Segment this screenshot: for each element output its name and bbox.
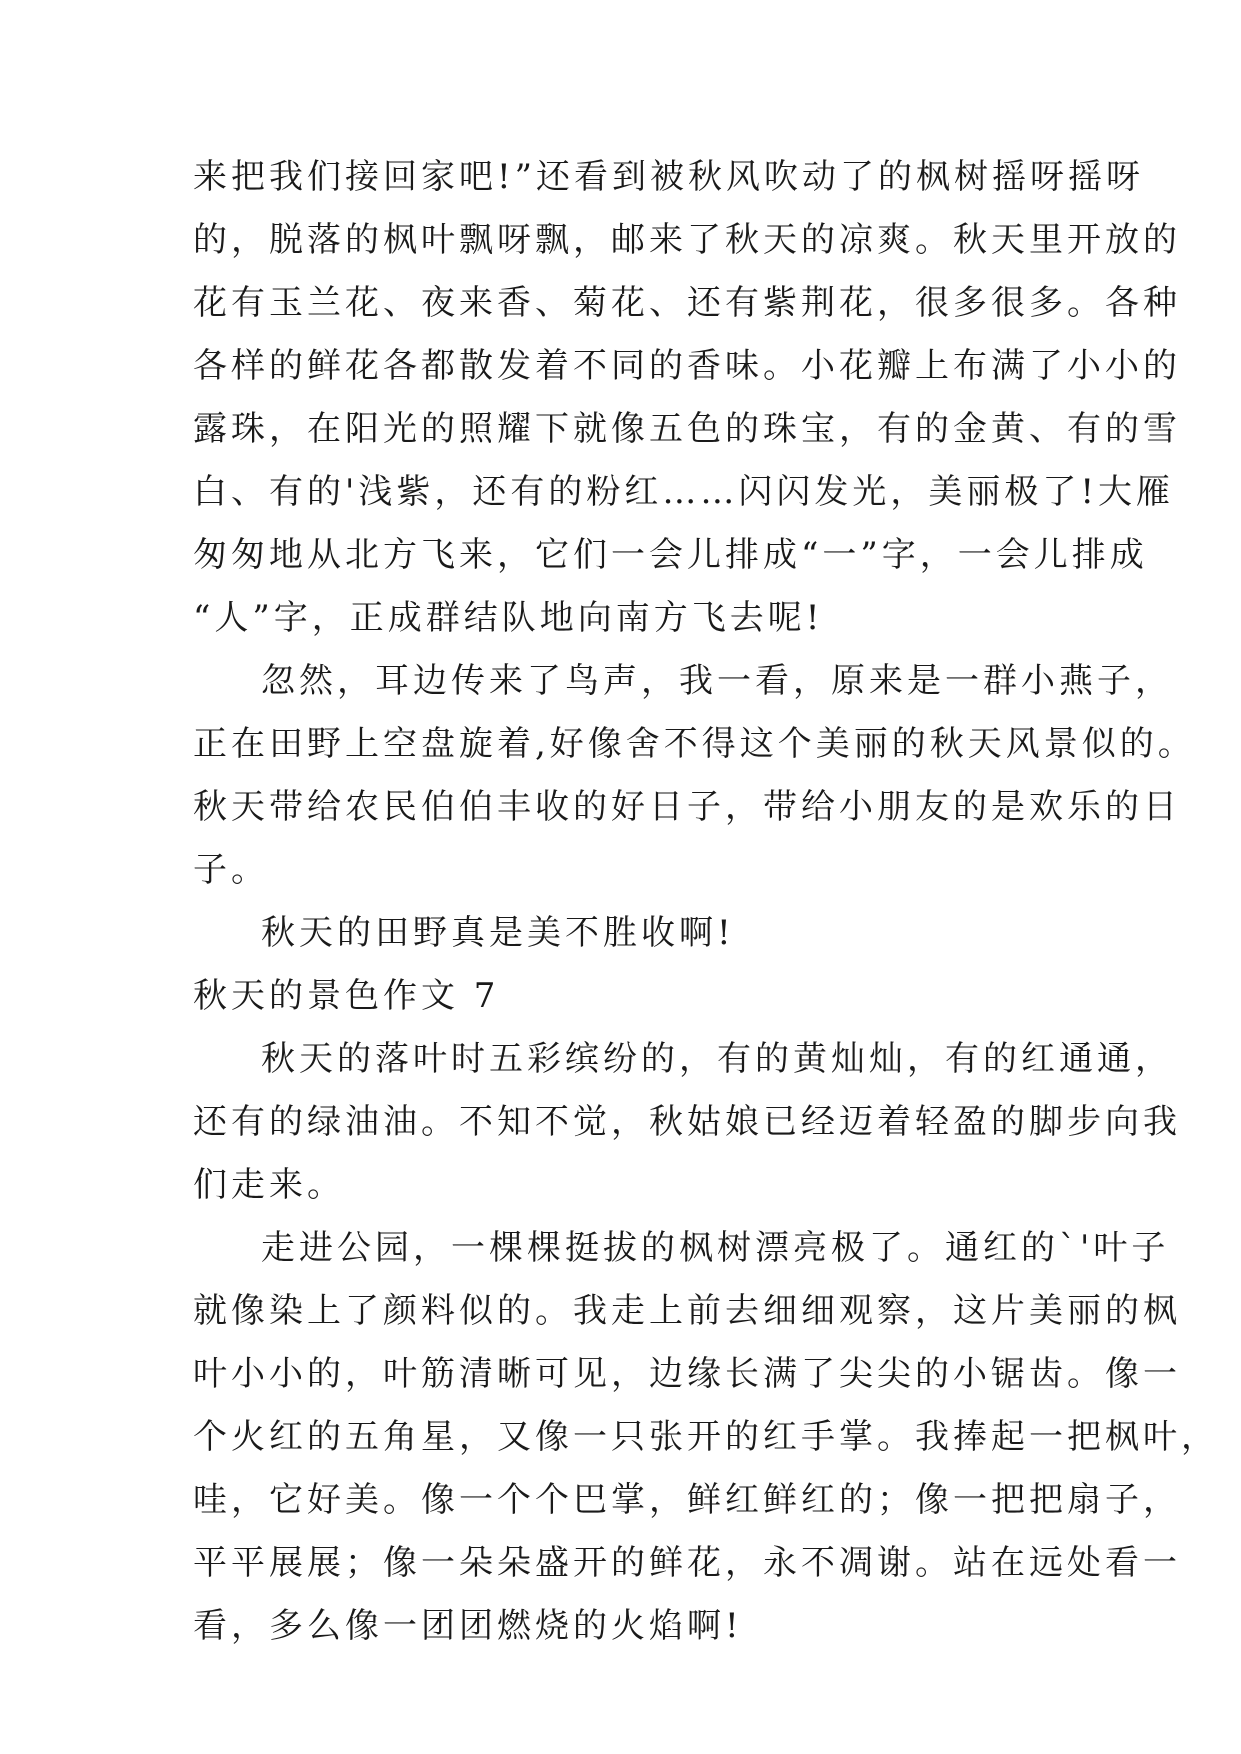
text-line: 秋天带给农民伯伯丰收的好日子，带给小朋友的是欢乐的日	[193, 787, 1181, 827]
paragraph-start-line: 秋天的落叶时五彩缤纷的，有的黄灿灿，有的红通通，	[261, 1039, 1173, 1079]
text-line: 个火红的五角星，又像一只张开的红手掌。我捧起一把枫叶，	[193, 1417, 1219, 1457]
text-line: 正在田野上空盘旋着,好像舍不得这个美丽的秋天风景似的。	[193, 724, 1196, 764]
text-line: 白、有的'浅紫，还有的粉红……闪闪发光，美丽极了!大雁	[193, 472, 1175, 512]
text-line: 露珠，在阳光的照耀下就像五色的珠宝，有的金黄、有的雪	[193, 409, 1181, 449]
text-line: 各样的鲜花各都散发着不同的香味。小花瓣上布满了小小的	[193, 346, 1181, 386]
section-heading: 秋天的景色作文 7	[193, 976, 500, 1016]
text-line: 看，多么像一团团燃烧的火焰啊!	[193, 1606, 743, 1646]
paragraph-start-line: 走进公园，一棵棵挺拔的枫树漂亮极了。通红的`'叶子	[261, 1228, 1170, 1268]
text-line: 子。	[193, 850, 269, 890]
text-line: 匆匆地从北方飞来，它们一会儿排成“一”字，一会儿排成	[193, 535, 1148, 575]
paragraph-start-line: 秋天的田野真是美不胜收啊!	[261, 913, 735, 953]
text-line: 叶小小的，叶筋清晰可见，边缘长满了尖尖的小锯齿。像一	[193, 1354, 1181, 1394]
text-line: 们走来。	[193, 1165, 345, 1205]
text-line: 平平展展；像一朵朵盛开的鲜花，永不凋谢。站在远处看一	[193, 1543, 1181, 1583]
text-line: 还有的绿油油。不知不觉，秋姑娘已经迈着轻盈的脚步向我	[193, 1102, 1181, 1142]
text-line: 就像染上了颜料似的。我走上前去细细观察，这片美丽的枫	[193, 1291, 1181, 1331]
text-line: 来把我们接回家吧!”还看到被秋风吹动了的枫树摇呀摇呀	[193, 157, 1145, 197]
text-line: 的，脱落的枫叶飘呀飘，邮来了秋天的凉爽。秋天里开放的	[193, 220, 1181, 260]
text-line: 花有玉兰花、夜来香、菊花、还有紫荆花，很多很多。各种	[193, 283, 1181, 323]
text-line: “人”字，正成群结队地向南方飞去呢!	[193, 598, 824, 638]
paragraph-start-line: 忽然，耳边传来了鸟声，我一看，原来是一群小燕子，	[261, 661, 1173, 701]
text-line: 哇，它好美。像一个个巴掌，鲜红鲜红的；像一把把扇子，	[193, 1480, 1181, 1520]
